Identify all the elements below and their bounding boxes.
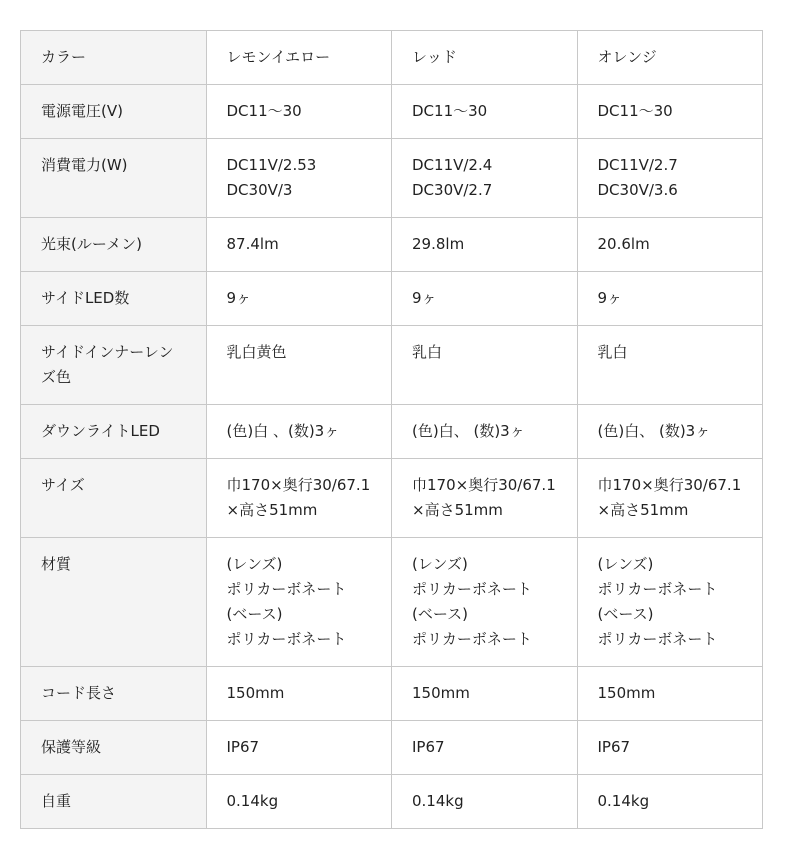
cell-orange [577,326,763,405]
cell-line: 0.14kg [226,792,279,810]
cell-red [392,326,578,405]
table-row [21,667,763,721]
cell-line: 巾170×奥行30/67.1×高さ51mm [226,476,371,519]
spec-table-body [21,85,763,829]
cell-lemon-yellow [206,85,392,139]
cell-line: DC11〜30 [597,102,673,120]
cell-orange [577,139,763,218]
table-row [21,721,763,775]
table-row [21,139,763,218]
row-label: サイズ [21,459,207,538]
cell-orange [577,775,763,829]
cell-lemon-yellow [206,218,392,272]
cell-orange [577,405,763,459]
cell-red [392,459,578,538]
table-row [21,85,763,139]
row-label: 自重 [21,775,207,829]
cell-line: 150mm [412,684,470,702]
cell-line: DC11V/2.7 [597,156,678,174]
table-row [21,459,763,538]
row-label: コード長さ [21,667,207,721]
cell-orange [577,667,763,721]
cell-line: 9ヶ [597,289,623,307]
cell-line: ポリカーボネート [412,580,532,598]
cell-line: 巾170×奥行30/67.1×高さ51mm [412,476,556,519]
table-row [21,405,763,459]
cell-line: DC30V/3.6 [597,181,678,199]
row-label: サイドLED数 [21,272,207,326]
cell-line: IP67 [412,738,445,756]
row-label: ダウンライトLED [21,405,207,459]
header-orange: オレンジ [577,31,763,85]
cell-line: DC11V/2.53 [226,156,317,174]
table-row [21,775,763,829]
cell-red [392,272,578,326]
cell-orange [577,538,763,667]
cell-line: 87.4lm [226,235,279,253]
row-label: 光束(ルーメン) [21,218,207,272]
cell-lemon-yellow [206,405,392,459]
cell-line: (レンズ) [226,555,283,573]
cell-red [392,775,578,829]
cell-red [392,85,578,139]
cell-line: (レンズ) [597,555,654,573]
cell-line: 9ヶ [412,289,437,307]
cell-line: IP67 [226,738,260,756]
cell-line: (ベース) [226,605,283,623]
cell-line: 9ヶ [226,289,252,307]
cell-lemon-yellow [206,459,392,538]
header-lemon-yellow: レモンイエロー [206,31,392,85]
table-row [21,272,763,326]
cell-line: DC11〜30 [412,102,488,120]
cell-line: 0.14kg [597,792,650,810]
cell-orange [577,272,763,326]
cell-line: (色)白 、(数)3ヶ [226,422,340,440]
table-row [21,218,763,272]
cell-red [392,139,578,218]
cell-line: (ベース) [597,605,654,623]
cell-red [392,667,578,721]
cell-line: 0.14kg [412,792,464,810]
cell-lemon-yellow [206,326,392,405]
cell-line: 乳白黄色 [226,343,287,361]
cell-line: DC11V/2.4 [412,156,493,174]
cell-lemon-yellow [206,272,392,326]
cell-orange [577,721,763,775]
cell-line: DC30V/2.7 [412,181,493,199]
cell-line: ポリカーボネート [412,630,532,648]
header-color-label: カラー [21,31,207,85]
cell-line: 150mm [597,684,656,702]
row-label: 消費電力(W) [21,139,207,218]
cell-orange [577,459,763,538]
cell-lemon-yellow [206,775,392,829]
cell-red [392,405,578,459]
spec-table-header [21,31,763,85]
cell-line: DC11〜30 [226,102,302,120]
cell-line: ポリカーボネート [226,630,347,648]
cell-line: 150mm [226,684,285,702]
cell-line: ポリカーボネート [597,580,718,598]
cell-lemon-yellow [206,538,392,667]
row-label: 保護等級 [21,721,207,775]
cell-red [392,721,578,775]
cell-line: 20.6lm [597,235,650,253]
row-label: 電源電圧(V) [21,85,207,139]
cell-line: ポリカーボネート [597,630,718,648]
cell-red [392,538,578,667]
cell-line: ポリカーボネート [226,580,347,598]
table-row [21,538,763,667]
cell-line: (色)白、 (数)3ヶ [597,422,711,440]
cell-line: DC30V/3 [226,181,293,199]
cell-line: (レンズ) [412,555,468,573]
cell-orange [577,218,763,272]
cell-line: (ベース) [412,605,468,623]
header-row [21,31,763,85]
cell-orange [577,85,763,139]
row-label: サイドインナーレンズ色 [21,326,207,405]
cell-line: 巾170×奥行30/67.1×高さ51mm [597,476,742,519]
cell-line: 乳白 [597,343,628,361]
cell-line: 乳白 [412,343,443,361]
cell-lemon-yellow [206,721,392,775]
cell-red [392,218,578,272]
cell-line: IP67 [597,738,631,756]
row-label: 材質 [21,538,207,667]
spec-table [20,30,763,829]
header-red: レッド [392,31,578,85]
cell-line: 29.8lm [412,235,465,253]
cell-lemon-yellow [206,139,392,218]
table-row [21,326,763,405]
cell-lemon-yellow [206,667,392,721]
cell-line: (色)白、 (数)3ヶ [412,422,525,440]
